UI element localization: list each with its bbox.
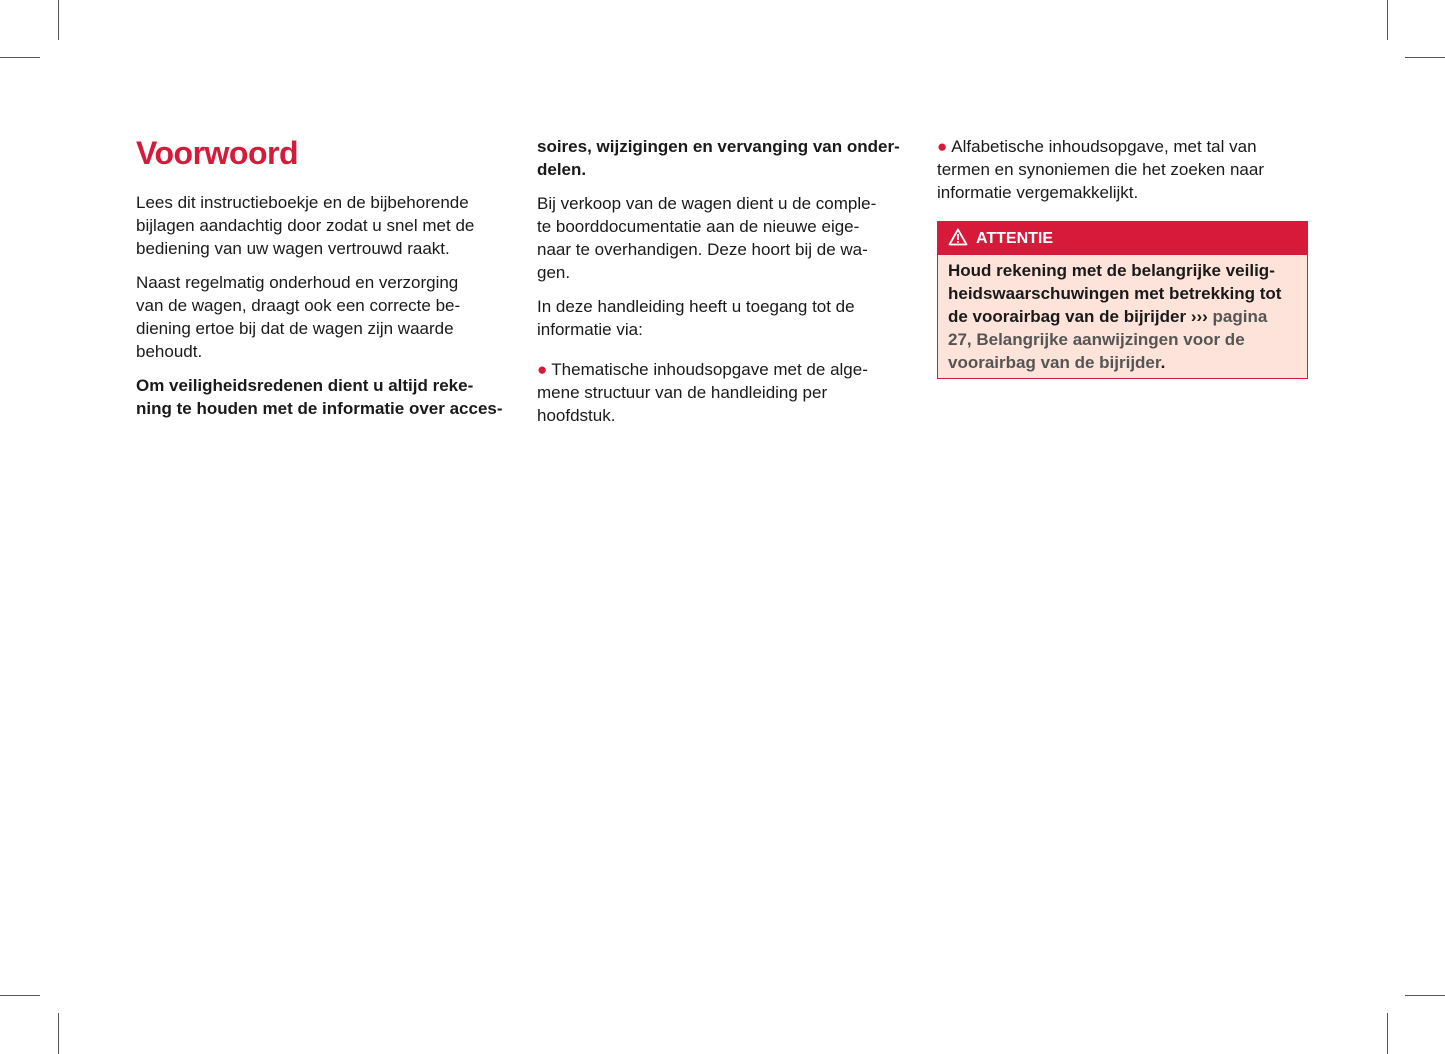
text-line: Bij verkoop van de wagen dient u de comple-: [537, 194, 877, 213]
column-2: [537, 135, 912, 438]
text-line: Thematische inhoudsopgave met de alge-: [551, 360, 868, 379]
text-line: Lees dit instructieboekje en de bijbehorende: [136, 193, 469, 212]
bullet-item: [537, 358, 912, 427]
crop-mark: [1387, 0, 1388, 40]
crop-mark: [1405, 57, 1445, 58]
text-line: .: [1160, 353, 1166, 372]
bullet-icon: ●: [537, 360, 548, 379]
page-reference-link[interactable]: pagina: [1212, 307, 1268, 326]
text-line: naar te overhandigen. Deze hoort bij de wa-: [537, 240, 868, 259]
warning-box: [937, 221, 1308, 379]
warning-text: [938, 255, 1307, 378]
text-line: termen en synoniemen die het zoeken naar: [937, 160, 1264, 179]
page-reference-link[interactable]: voorairbag van de bijrijder: [948, 353, 1161, 372]
text-line: Naast regelmatig onderhoud en verzorging: [136, 273, 459, 292]
warning-header: [938, 222, 1307, 255]
bullet-item: [937, 135, 1312, 204]
text-line: van de wagen, draagt ook een correcte be-: [136, 296, 461, 315]
arrows-icon: ›››: [1190, 307, 1208, 326]
crop-mark: [0, 57, 40, 58]
warning-title: ATTENTIE: [976, 230, 1054, 247]
bold-paragraph: [136, 374, 511, 420]
page-title: Voorwoord: [136, 135, 298, 171]
text-line: heidswaarschuwingen met betrekking tot: [948, 284, 1282, 303]
paragraph: [537, 295, 912, 341]
text-line: Houd rekening met de belangrijke veilig-: [948, 261, 1275, 280]
text-line: hoofdstuk.: [537, 406, 616, 425]
text-line: de voorairbag van de bijrijder: [948, 307, 1187, 326]
text-line: ning te houden met de informatie over acces-: [136, 399, 503, 418]
page-reference-link[interactable]: 27, Belangrijke aanwijzingen voor de: [948, 330, 1245, 349]
text-line: bijlagen aandachtig door zodat u snel met de: [136, 216, 475, 235]
warning-triangle-icon: [948, 228, 968, 246]
text-line: mene structuur van de handleiding per: [537, 383, 828, 402]
crop-mark: [58, 1013, 59, 1054]
text-line: behoudt.: [136, 342, 203, 361]
text-line: gen.: [537, 263, 571, 282]
paragraph: [537, 192, 912, 284]
bold-paragraph: [537, 135, 912, 181]
text-line: informatie via:: [537, 320, 643, 339]
crop-mark: [58, 0, 59, 40]
paragraph: [136, 271, 511, 363]
crop-mark: [1387, 1013, 1388, 1054]
column-3: [937, 135, 1312, 215]
text-line: informatie vergemakkelijkt.: [937, 183, 1139, 202]
text-line: Om veiligheidsredenen dient u altijd reke-: [136, 376, 474, 395]
text-line: delen.: [537, 160, 587, 179]
crop-mark: [1405, 995, 1445, 996]
column-1: [136, 131, 511, 431]
text-line: te boorddocumentatie aan de nieuwe eige-: [537, 217, 860, 236]
text-line: soires, wijzigingen en vervanging van onder-: [537, 137, 900, 156]
text-line: diening ertoe bij dat de wagen zijn waarde: [136, 319, 454, 338]
text-line: In deze handleiding heeft u toegang tot de: [537, 297, 855, 316]
crop-mark: [0, 995, 40, 996]
text-line: Alfabetische inhoudsopgave, met tal van: [951, 137, 1257, 156]
paragraph: [136, 191, 511, 260]
text-line: bediening van uw wagen vertrouwd raakt.: [136, 239, 450, 258]
bullet-icon: ●: [937, 137, 948, 156]
